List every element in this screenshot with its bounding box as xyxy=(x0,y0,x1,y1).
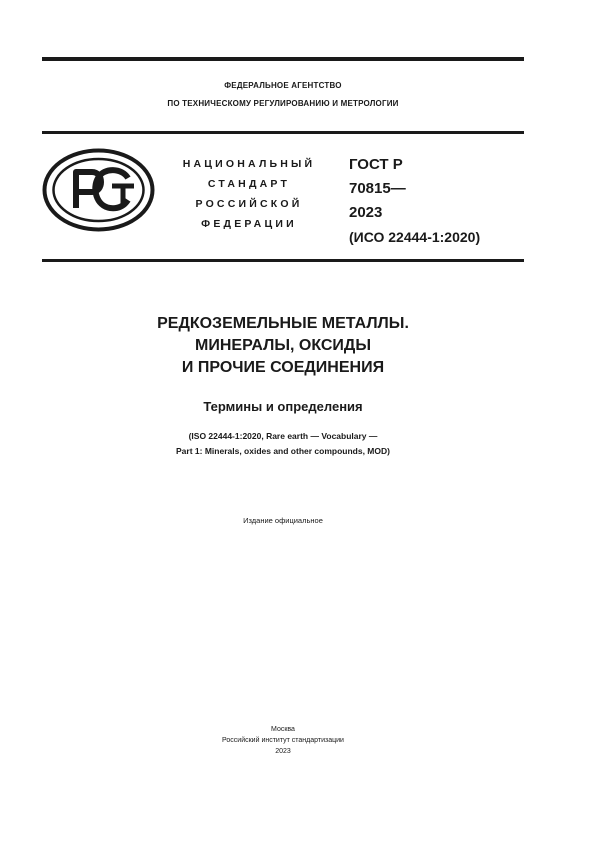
national-standard-label xyxy=(170,154,328,234)
bottom-rule xyxy=(42,259,524,262)
document-title xyxy=(42,313,524,379)
agency-name-line-2: ПО ТЕХНИЧЕСКОМУ РЕГУЛИРОВАНИЮ И МЕТРОЛОГИИ xyxy=(167,99,399,108)
standard-number: 70815— xyxy=(349,180,406,197)
national-line: РОССИЙСКОЙ xyxy=(195,198,303,210)
middle-rule xyxy=(42,131,524,134)
international-line: (ISO 22444-1:2020, Rare earth — Vocabulary — xyxy=(188,431,378,441)
national-line: СТАНДАРТ xyxy=(207,178,291,190)
title-line: И ПРОЧИЕ СОЕДИНЕНИЯ xyxy=(181,359,385,376)
national-line: НАЦИОНАЛЬНЫЙ xyxy=(182,158,316,170)
international-line: Part 1: Minerals, oxides and other compounds, MOD) xyxy=(176,446,390,456)
publisher-institute: Российский институт стандартизации xyxy=(222,737,344,744)
edition-note: Издание официальное xyxy=(243,516,323,525)
title-line: РЕДКОЗЕМЕЛЬНЫЕ МЕТАЛЛЫ. xyxy=(157,315,409,332)
title-line: МИНЕРАЛЫ, ОКСИДЫ xyxy=(195,337,371,354)
standard-designation xyxy=(349,153,480,249)
publisher-year: 2023 xyxy=(275,748,291,755)
agency-name-line-1: ФЕДЕРАЛЬНОЕ АГЕНТСТВО xyxy=(224,81,342,90)
international-reference xyxy=(42,429,524,459)
document-subtitle: Термины и определения xyxy=(203,399,363,414)
top-rule xyxy=(42,57,524,61)
national-line: ФЕДЕРАЦИИ xyxy=(201,218,297,230)
publisher-city: Москва xyxy=(271,726,295,733)
standard-year: 2023 xyxy=(349,204,383,221)
rst-emblem-icon xyxy=(42,148,155,232)
gost-label: ГОСТ Р xyxy=(349,156,403,173)
publisher-block xyxy=(42,724,524,757)
iso-reference: (ИСО 22444-1:2020) xyxy=(349,229,481,245)
